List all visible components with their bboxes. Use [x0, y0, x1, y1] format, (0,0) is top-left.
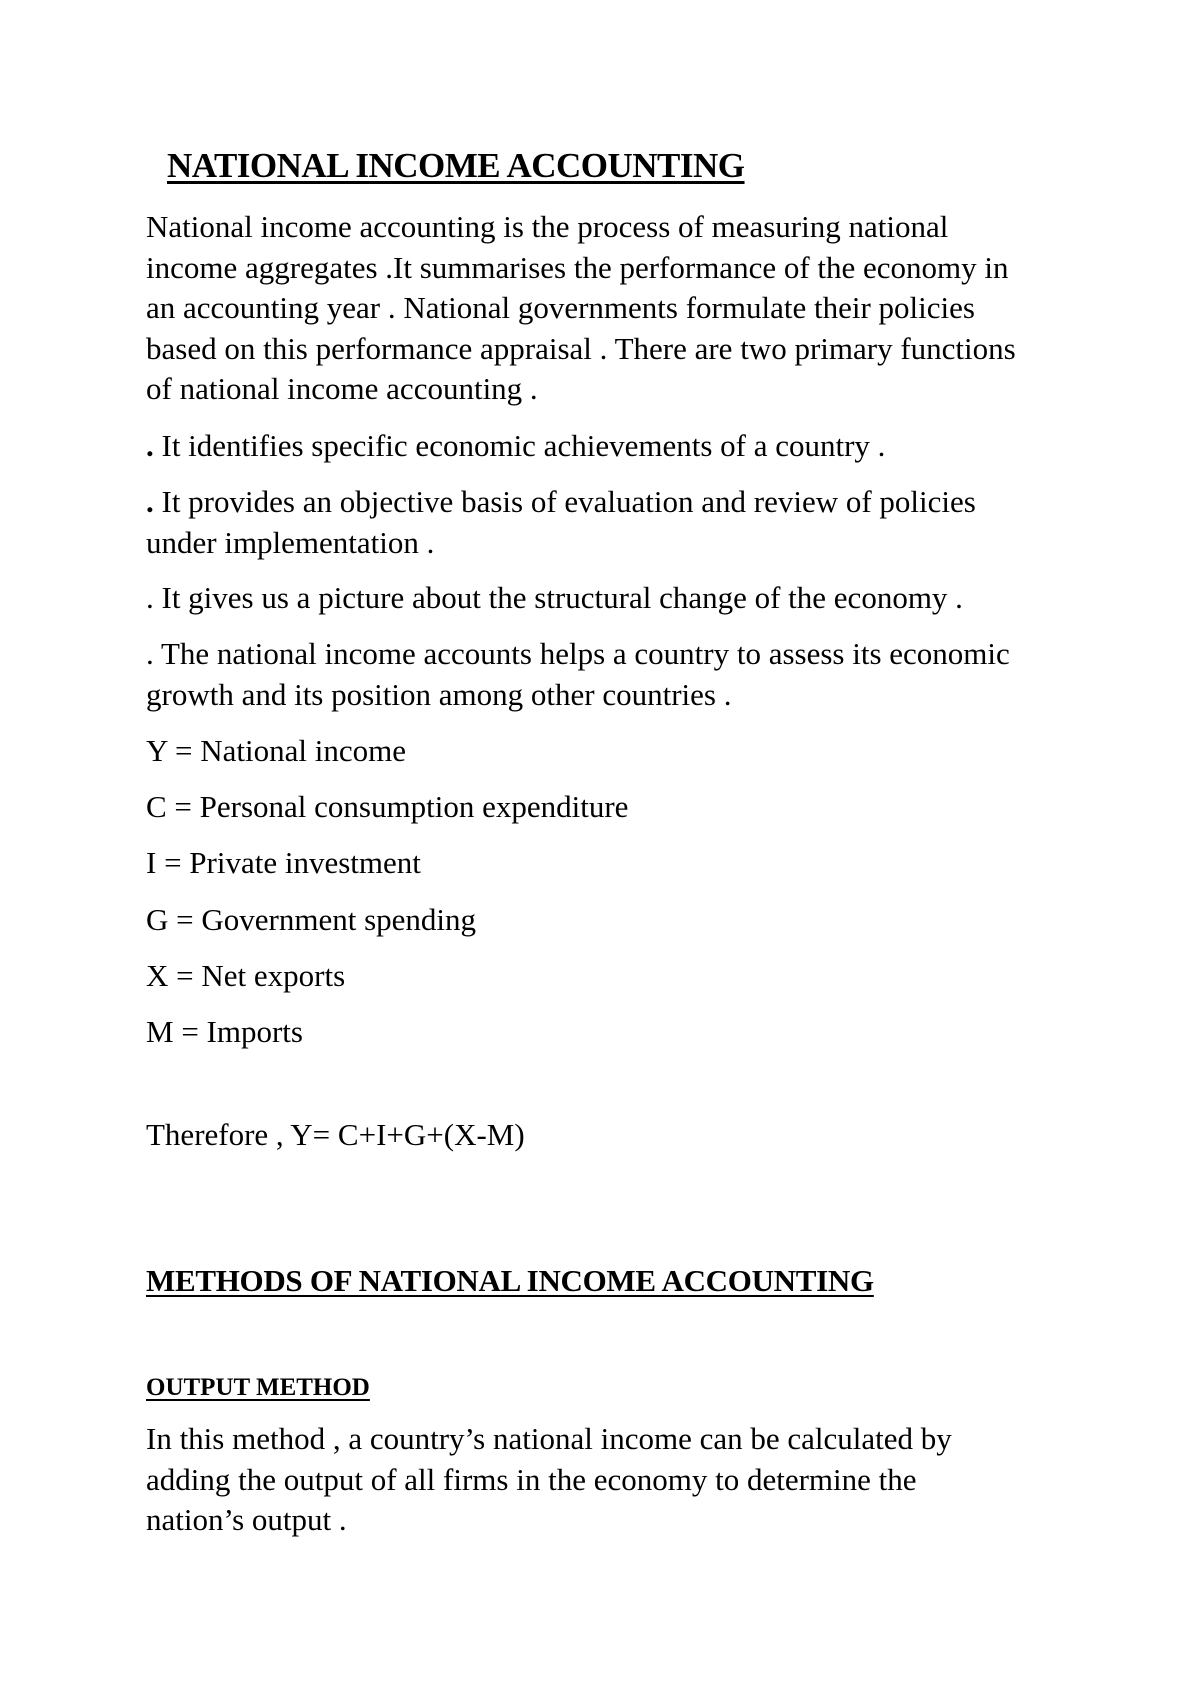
definition-line: M = Imports: [146, 1014, 303, 1049]
bullet-marker: .: [146, 428, 154, 463]
definition-line: C = Personal consumption expenditure: [146, 789, 629, 824]
intro-line: based on this performance appraisal . There are two primary functions: [146, 330, 1016, 366]
intro-line: National income accounting is the process of measuring national: [146, 209, 949, 244]
formula: Therefore , Y= C+I+G+(X-M): [146, 1117, 525, 1152]
methods-heading: METHODS OF NATIONAL INCOME ACCOUNTING: [146, 1263, 874, 1298]
definition-line: Y = National income: [146, 733, 406, 768]
document-title: NATIONAL INCOME ACCOUNTING: [167, 146, 745, 185]
bullet-text: It identifies specific economic achievements of a country .: [161, 428, 886, 463]
intro-line: income aggregates .It summarises the performance of the economy in: [146, 249, 1009, 285]
bullet-marker: .: [146, 484, 154, 519]
output-method-heading: OUTPUT METHOD: [146, 1374, 370, 1401]
bullet-text: growth and its position among other countries .: [146, 676, 732, 712]
definition-line: I = Private investment: [146, 845, 421, 880]
bullet-text: It gives us a picture about the structural change of the economy .: [161, 580, 963, 615]
output-method-line: adding the output of all firms in the economy to determine the: [146, 1461, 917, 1497]
bullet-item: [146, 426, 1076, 467]
bullet-marker: .: [146, 636, 154, 671]
intro-line: an accounting year . National governments formulate their policies: [146, 290, 975, 325]
bullet-marker: .: [146, 580, 154, 615]
bullet-text: under implementation .: [146, 524, 435, 560]
bullet-text: It provides an objective basis of evaluation and review of policies: [161, 484, 976, 519]
intro-paragraph: [146, 207, 1076, 410]
bullet-text: The national income accounts helps a country to assess its economic: [160, 636, 1010, 671]
output-method-line: In this method , a country’s national income can be calculated by: [146, 1421, 952, 1456]
output-method-line: nation’s output .: [146, 1502, 347, 1537]
bullet-item: [146, 634, 1076, 715]
output-method-paragraph: [146, 1419, 1076, 1541]
definition-line: X = Net exports: [146, 958, 346, 993]
bullet-item: [146, 482, 1076, 563]
bullet-item: [146, 578, 1076, 619]
definition-line: G = Government spending: [146, 902, 477, 937]
intro-line: of national income accounting .: [146, 371, 538, 406]
